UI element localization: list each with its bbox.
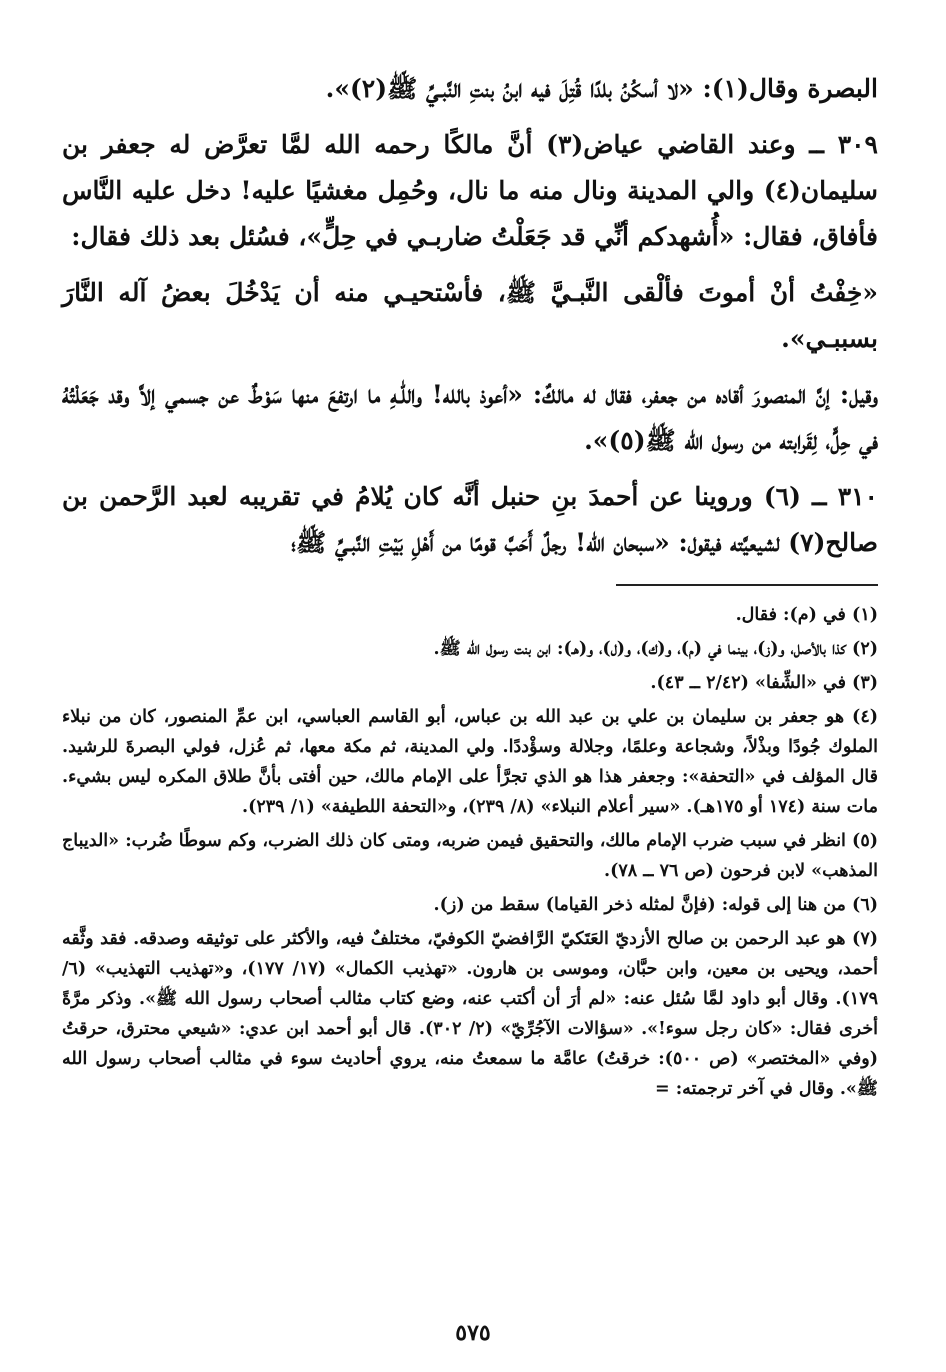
footnotes	[62, 600, 878, 1104]
paragraph-malik-quote: «خِفْتُ أنْ أموتَ فألْقى النَّبـيَّ ﷺ، فأسْتحيـي منه أن يَدْخُلَ بعضُ آله النَّارَ بسببـي».	[62, 278, 878, 353]
page-number: ٥٧٥	[455, 1320, 491, 1346]
footnote-separator	[616, 584, 878, 586]
page-body	[62, 66, 878, 1108]
footnote-5: (٥) انظر في سبب ضرب الإمام مالك، والتحقيق فيمن ضربه، ومتى كان ذلك الضرب، وكم سوطًا ضُرب: «الديباج المذهب» لابن فرحون (ص ٧٦ ــ ٧٨).	[62, 831, 878, 881]
footnote-2: (٢) كذا بالأصل، و(ز)، بينما في (م)، و(ك)، و(ل)، و(هـ): ابن بنت رسول الله ﷺ.	[433, 639, 878, 659]
footnote-4: (٤) هو جعفر بن سليمان بن علي بن عبد الله بن عباس، أبو القاسم العباسي، ابن عمِّ المنصور، كان من نبلاء الملوك جُودًا وبذْلاً، وشجاعة وعلمًا، وجلالة وسؤْددًا. ولي المدينة، ثم مكة معها، ثم عُزل، فولي البصرةَ للرشيد. قال المؤلف في «التحفة»: وجعفر هذا هو الذي تجرَّأ على الإمام مالك، حين أفتى بأنَّ طلاق المكره ليس بشيء. مات سنة (١٧٤ أو ١٧٥هـ). «سير أعلام النبلاء» (٨/ ٢٣٩)، و«التحفة اللطيفة» (١/ ٢٣٩).	[62, 707, 878, 817]
footnote-6: (٦) من هنا إلى قوله: (فإنَّ لمثله ذخر القياما) سقط من (ز).	[433, 895, 878, 915]
main-text	[62, 66, 878, 566]
paragraph-310: ٣١٠ ــ (٦) وروينا عن أحمدَ بنِ حنبل أنَّه كان يُلامُ في تقريبه لعبد الرَّحمن بن صالح(٧) لشيعيَّته فيقول: «سبحان الله! رجلٌ أَحَبَّ قومًا من أَهْلِ بَيْتِ النَّبـيِّ ﷺ؛	[62, 482, 878, 557]
footnote-1: (١) في (م): فقال.	[735, 605, 878, 625]
paragraph-mansur: وقيل: إنَّ المنصورَ أقاده من جعفر، فقال له مالكٌ: «أعوذ بالله! واللّٰـهِ ما ارتفعَ منها سَوْطٌ عن جسمي إلاَّ وقد جَعَلْتُهُ في حِلٍّ، لِقَرابته من رسول الله ﷺ(٥)».	[62, 380, 878, 455]
paragraph-309: ٣٠٩ ــ وعند القاضي عياض(٣) أنَّ مالكًا رحمه الله لمَّا تعرَّض له جعفر بن سليمان(٤) والي المدينة ونال منه ما نال، وحُمِل مغشيًا عليه! دخل عليه النَّاس فأفاق، فقال: «أُشهدكم أنِّي قد جَعَلْتُ ضاربـي في حِلٍّ»، فسُئل بعد ذلك فقال:	[62, 130, 878, 251]
footnote-3: (٣) في «الشِّفا» (٢/٤٢ ــ ٤٣).	[650, 673, 878, 693]
footnote-7: (٧) هو عبد الرحمن بن صالح الأزديّ العَتَكيّ الرَّافضيّ الكوفيّ، مختلفٌ فيه، والأكثر على توثيقه وصدقه. فقد وثَّقه أحمد، ويحيى بن معين، وابن حبَّان، وموسى بن هارون. «تهذيب الكمال» (١٧/ ١٧٧)، و«تهذيب التهذيب» (٦/ ١٧٩). وقال أبو داود لمَّا سُئل عنه: «لم أرَ أن أكتب عنه، وضع كتاب مثالب أصحاب رسول الله ﷺ». وذكر مرَّةً أخرى فقال: «كان رجل سوء!». «سؤالات الآجُرِّيّ» (٢/ ٣٠٢). قال أبو أحمد ابن عدي: «شيعي محترق، حرقتُ (وفي «المختصر» (ص ٥٠٠): خرقتُ) عامَّة ما سمعتُ منه، يروي أحاديث سوء في مثالب أصحاب رسول الله ﷺ». وقال في آخر ترجمته: =	[62, 929, 879, 1099]
paragraph-1: البصرة وقال(١): «لا أسكُنُ بلدًا قُتِلَ فيه ابنُ بنتِ النَّبـيِّ ﷺ(٢)».	[325, 74, 878, 103]
